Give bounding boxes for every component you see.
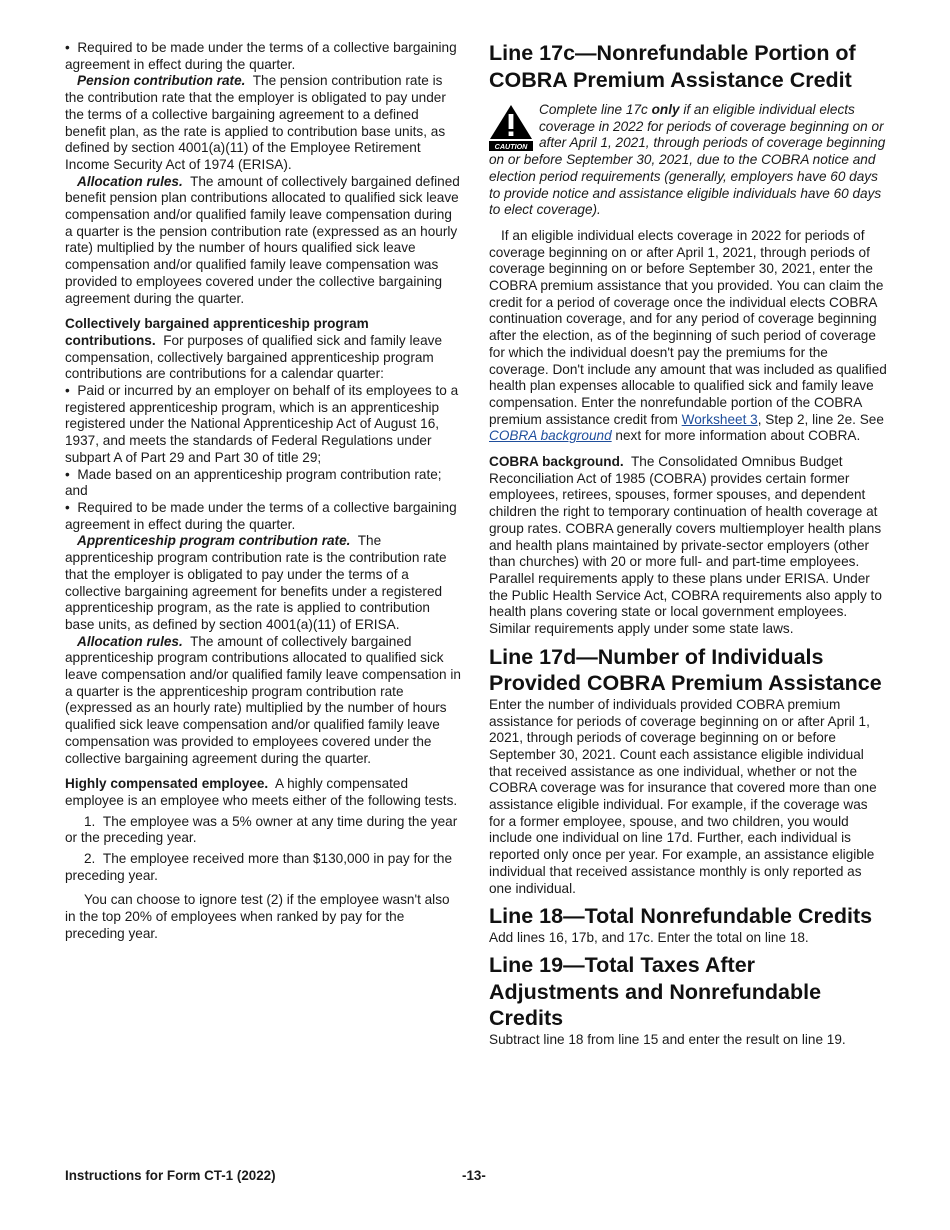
cobra-background-link[interactable]: COBRA background — [489, 428, 612, 444]
highly-compensated-paragraph — [65, 776, 463, 809]
caution-text-a: Complete line 17c — [539, 102, 652, 117]
caution-icon — [489, 104, 533, 152]
heading-line-17c: Line 17c—Nonrefundable Portion of COBRA Premium Assistance Credit — [489, 41, 856, 92]
allocation-rules-heading: Allocation rules. — [77, 173, 183, 189]
allocation-rules-text-2: The amount of collectively bargained apprenticeship program contributions allocated to qualified sick leave compensation and/or qualified family leave compensation in a quarter is the apprenticeship program contribution rate (expressed as an hourly rate) multiplied by the number of hours qualified sick leave compensation and/or qualified family leave compensation was provided to employees covered under the collective bargaining agreement during the quarter. — [65, 633, 461, 766]
page-footer — [65, 1168, 887, 1183]
line-17c-text-c: next for more information about COBRA. — [611, 428, 861, 444]
pension-contribution-rate-heading: Pension contribution rate. — [77, 73, 246, 89]
line-19-paragraph: Subtract line 18 from line 15 and enter the result on line 19. — [489, 1031, 846, 1047]
cobra-background-text: The Consolidated Omnibus Budget Reconciliation Act of 1985 (COBRA) provides certain former employees, retirees, spouses, former spouses, and dependent children the right to temporary continuation of health coverage at group rates. COBRA generally covers multiemployer health plans and health plans maintained by private-sector employers (other than churches) with 20 or more full- and part-time employees. Parallel requirements apply to these plans under ERISA. Under the Public Health Service Act, COBRA requirements also apply to health plans covering state or local government employees. Similar requirements apply under some state laws. — [489, 454, 882, 637]
apprenticeship-rate-heading: Apprenticeship program contribution rate. — [77, 533, 351, 549]
page-number: -13- — [462, 1168, 486, 1183]
caution-label: CAUTION — [494, 142, 528, 151]
highly-compensated-heading: Highly compensated employee. — [65, 776, 269, 792]
apprenticeship-contributions-heading: Collectively bargained apprenticeship program contributions. — [65, 316, 369, 348]
bullet-paid-or-incurred: • Paid or incurred by an employer on behalf of its employees to a registered apprenticeship program, which is an apprenticeship registered under the National Apprenticeship Act of August 16, 1937, and meets the standards of Federal Regulations under subpart A of Part 29 and Part 30 of title 29; — [65, 383, 463, 467]
caution-note — [489, 102, 887, 219]
caution-only: only — [651, 102, 680, 117]
footer-form-title: Instructions for Form CT-1 (2022) — [65, 1168, 276, 1183]
right-column — [489, 40, 887, 1049]
heading-line-19: Line 19—Total Taxes After Adjustments and Nonrefundable Credits — [489, 953, 822, 1031]
cobra-background-paragraph — [489, 454, 887, 638]
caution-text — [489, 102, 887, 219]
allocation-rules-text: The amount of collectively bargained defined benefit pension plan contributions allocated to qualified sick leave compensation and/or qualified family leave compensation during a quarter is the pension contribution rate (expressed as an hourly rate) multiplied by the number of hours qualified sick leave compensation and/or qualified family leave compensation was provided to employees covered under the collective bargaining agreement during the quarter. — [65, 173, 460, 306]
test-2: 2. The employee received more than $130,000 in pay for the preceding year. — [65, 851, 453, 883]
allocation-rules-apprenticeship-paragraph — [65, 634, 463, 768]
bullet-required: • Required to be made under the terms of a collective bargaining agreement in effect during the quarter. — [65, 500, 463, 533]
cobra-background-heading: COBRA background. — [489, 454, 624, 470]
bullet-made-based: • Made based on an apprenticeship program contribution rate; and — [65, 467, 463, 500]
apprenticeship-rate-text: The apprenticeship program contribution rate is the contribution rate that the employer is obligated to pay under the terms of a collective bargaining agreement for benefits under a registered apprenticeship program, as the rate is applied to contribution base units, as defined by section 4001(a)(11) of ERISA. — [65, 533, 447, 632]
allocation-rules-pension-paragraph — [65, 174, 463, 308]
left-column — [65, 40, 463, 943]
ignore-test-paragraph: You can choose to ignore test (2) if the employee wasn't also in the top 20% of employees when ranked by pay for the preceding year. — [65, 892, 450, 941]
apprenticeship-contributions-text: For purposes of qualified sick and family leave compensation, collectively bargained apprenticeship program contributions are contributions for a calendar quarter: — [65, 332, 442, 382]
heading-line-17d: Line 17d—Number of Individuals Provided COBRA Premium Assistance — [489, 644, 882, 696]
apprenticeship-contributions-paragraph — [65, 316, 463, 383]
pension-contribution-rate-text: The pension contribution rate is the contribution rate that the employer is obligated to pay under the terms of a collective bargaining agreement to a defined benefit plan, as the rate is applied to contribution base units, as defined by section 4001(a)(11) of the Employee Retirement Income Security Act of 1974 (ERISA). — [65, 73, 446, 172]
heading-line-18: Line 18—Total Nonrefundable Credits — [489, 904, 873, 929]
apprenticeship-rate-paragraph — [65, 533, 463, 633]
allocation-rules-heading-2: Allocation rules. — [77, 633, 183, 649]
line-17d-paragraph: Enter the number of individuals provided COBRA premium assistance for periods of coverage beginning on or after April 1, 2021, through periods of coverage beginning on or before September 30, 2021. Count each assistance eligible individual that received assistance as one individual, whether or not the COBRA coverage was for insurance that covered more than one assistance eligible individual. For example, if the coverage was for a former employee, spouse, and two children, you would include one individual on line 17d. Further, each individual is reported only once per year. For example, an assistance eligible individual that received assistance monthly is only reported as one individual. — [489, 696, 877, 896]
pension-contribution-rate-paragraph — [65, 73, 463, 173]
line-18-paragraph: Add lines 16, 17b, and 17c. Enter the total on line 18. — [489, 929, 809, 945]
caution-text-b: if an eligible individual elects coverage in 2022 for periods of coverage beginning on or after April 1, 2021, through periods of coverage beginning on or before September 30, 2021, due to the COBRA notice and election period requirements (generally, employers have 60 days to provide notice and assistance eligible individuals have 60 days to elect coverage). — [489, 102, 886, 218]
test-1: 1. The employee was a 5% owner at any time during the year or the preceding year. — [65, 813, 458, 846]
line-17c-text-b: , Step 2, line 2e. See — [757, 411, 884, 427]
highly-compensated-text: A highly compensated employee is an employee who meets either of the following tests. — [65, 776, 458, 808]
bullet-collective-agreement: • Required to be made under the terms of a collective bargaining agreement in effect during the quarter. — [65, 40, 463, 73]
line-17c-paragraph — [489, 228, 887, 445]
line-17c-text-a: If an eligible individual elects coverage in 2022 for periods of coverage beginning on or after April 1, 2021, through periods of coverage beginning on or before September 30, 2021, enter the COBRA premium assistance that you provided. You can claim the credit for a period of coverage once the individual elects COBRA continuation coverage, and for any period of coverage beginning after the election, as of the beginning of such period of coverage for which the individual doesn't pay the premiums for the coverage. Don't include any amount that was included as qualified health plan expenses allocable to qualified sick and family leave compensation. Enter the nonrefundable portion of the COBRA premium assistance credit from — [489, 227, 887, 427]
worksheet-3-link[interactable]: Worksheet 3 — [681, 411, 758, 427]
